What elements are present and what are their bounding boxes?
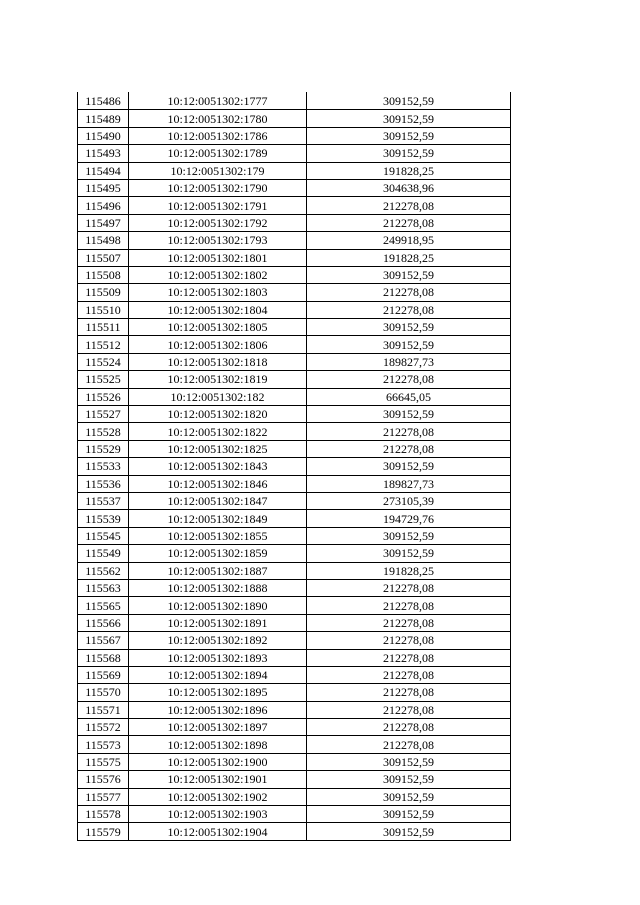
table-row [78, 806, 511, 823]
cadastral-number-cell: 10:12:0051302:1891 [129, 614, 307, 631]
value-cell: 212278,08 [307, 719, 511, 736]
row-id-cell: 115563 [78, 579, 129, 596]
cadastral-number-cell: 10:12:0051302:1819 [129, 371, 307, 388]
row-id-cell: 115539 [78, 510, 129, 527]
table-row [78, 145, 511, 162]
value-cell: 309152,59 [307, 145, 511, 162]
value-cell: 212278,08 [307, 301, 511, 318]
table-row [78, 110, 511, 127]
table-row [78, 701, 511, 718]
row-id-cell: 115527 [78, 406, 129, 423]
cadastral-number-cell: 10:12:0051302:1855 [129, 527, 307, 544]
cadastral-number-cell: 10:12:0051302:1900 [129, 753, 307, 770]
cadastral-number-cell: 10:12:0051302:1902 [129, 788, 307, 805]
cadastral-number-cell: 10:12:0051302:1903 [129, 806, 307, 823]
table-row [78, 562, 511, 579]
table-row [78, 179, 511, 196]
row-id-cell: 115528 [78, 423, 129, 440]
cadastral-number-cell: 10:12:0051302:1888 [129, 579, 307, 596]
value-cell: 212278,08 [307, 666, 511, 683]
cadastral-number-cell: 10:12:0051302:1777 [129, 93, 307, 110]
table-row [78, 301, 511, 318]
cadastral-number-cell: 10:12:0051302:1901 [129, 771, 307, 788]
value-cell: 309152,59 [307, 771, 511, 788]
value-cell: 194729,76 [307, 510, 511, 527]
row-id-cell: 115569 [78, 666, 129, 683]
value-cell: 309152,59 [307, 458, 511, 475]
value-cell: 212278,08 [307, 423, 511, 440]
row-id-cell: 115526 [78, 388, 129, 405]
row-id-cell: 115567 [78, 632, 129, 649]
row-id-cell: 115565 [78, 597, 129, 614]
table-row [78, 771, 511, 788]
cadastral-number-cell: 10:12:0051302:1820 [129, 406, 307, 423]
value-cell: 66645,05 [307, 388, 511, 405]
value-cell: 212278,08 [307, 701, 511, 718]
value-cell: 304638,96 [307, 179, 511, 196]
table-row [78, 249, 511, 266]
table-row [78, 266, 511, 283]
value-cell: 309152,59 [307, 127, 511, 144]
cadastral-number-cell: 10:12:0051302:1898 [129, 736, 307, 753]
value-cell: 212278,08 [307, 440, 511, 457]
cadastral-number-cell: 10:12:0051302:1806 [129, 336, 307, 353]
row-id-cell: 115529 [78, 440, 129, 457]
row-id-cell: 115507 [78, 249, 129, 266]
table-row [78, 579, 511, 596]
cadastral-number-cell: 10:12:0051302:1887 [129, 562, 307, 579]
value-cell: 212278,08 [307, 736, 511, 753]
row-id-cell: 115562 [78, 562, 129, 579]
cadastral-number-cell: 10:12:0051302:182 [129, 388, 307, 405]
row-id-cell: 115549 [78, 545, 129, 562]
value-cell: 309152,59 [307, 93, 511, 110]
value-cell: 309152,59 [307, 806, 511, 823]
cadastral-number-cell: 10:12:0051302:1790 [129, 179, 307, 196]
data-table [77, 92, 511, 841]
value-cell: 309152,59 [307, 110, 511, 127]
cadastral-number-cell: 10:12:0051302:1843 [129, 458, 307, 475]
cadastral-number-cell: 10:12:0051302:1890 [129, 597, 307, 614]
value-cell: 309152,59 [307, 406, 511, 423]
table-row [78, 823, 511, 840]
table-row [78, 423, 511, 440]
table-row [78, 319, 511, 336]
row-id-cell: 115525 [78, 371, 129, 388]
value-cell: 309152,59 [307, 823, 511, 840]
table-row [78, 232, 511, 249]
row-id-cell: 115577 [78, 788, 129, 805]
cadastral-number-cell: 10:12:0051302:1859 [129, 545, 307, 562]
row-id-cell: 115510 [78, 301, 129, 318]
table-row [78, 684, 511, 701]
table-row [78, 632, 511, 649]
row-id-cell: 115496 [78, 197, 129, 214]
table-row [78, 127, 511, 144]
value-cell: 309152,59 [307, 788, 511, 805]
table-row [78, 197, 511, 214]
value-cell: 212278,08 [307, 197, 511, 214]
cadastral-number-cell: 10:12:0051302:1847 [129, 492, 307, 509]
cadastral-number-cell: 10:12:0051302:1805 [129, 319, 307, 336]
row-id-cell: 115490 [78, 127, 129, 144]
cadastral-number-cell: 10:12:0051302:1894 [129, 666, 307, 683]
cadastral-number-cell: 10:12:0051302:1789 [129, 145, 307, 162]
table-row [78, 388, 511, 405]
value-cell: 249918,95 [307, 232, 511, 249]
row-id-cell: 115509 [78, 284, 129, 301]
value-cell: 212278,08 [307, 579, 511, 596]
cadastral-number-cell: 10:12:0051302:1897 [129, 719, 307, 736]
row-id-cell: 115578 [78, 806, 129, 823]
row-id-cell: 115570 [78, 684, 129, 701]
row-id-cell: 115494 [78, 162, 129, 179]
row-id-cell: 115511 [78, 319, 129, 336]
cadastral-number-cell: 10:12:0051302:1786 [129, 127, 307, 144]
table-row [78, 162, 511, 179]
table-row [78, 788, 511, 805]
table-row [78, 545, 511, 562]
table-row [78, 475, 511, 492]
value-cell: 309152,59 [307, 266, 511, 283]
row-id-cell: 115579 [78, 823, 129, 840]
value-cell: 309152,59 [307, 336, 511, 353]
cadastral-number-cell: 10:12:0051302:1895 [129, 684, 307, 701]
row-id-cell: 115576 [78, 771, 129, 788]
table-row [78, 614, 511, 631]
value-cell: 212278,08 [307, 632, 511, 649]
value-cell: 212278,08 [307, 371, 511, 388]
value-cell: 191828,25 [307, 162, 511, 179]
table-row [78, 510, 511, 527]
row-id-cell: 115545 [78, 527, 129, 544]
value-cell: 309152,59 [307, 319, 511, 336]
cadastral-number-cell: 10:12:0051302:1849 [129, 510, 307, 527]
table-row [78, 666, 511, 683]
cadastral-number-cell: 10:12:0051302:1818 [129, 353, 307, 370]
cadastral-number-cell: 10:12:0051302:1896 [129, 701, 307, 718]
table-row [78, 214, 511, 231]
row-id-cell: 115497 [78, 214, 129, 231]
row-id-cell: 115533 [78, 458, 129, 475]
row-id-cell: 115495 [78, 179, 129, 196]
table-row [78, 440, 511, 457]
row-id-cell: 115524 [78, 353, 129, 370]
table-row [78, 406, 511, 423]
value-cell: 309152,59 [307, 545, 511, 562]
row-id-cell: 115573 [78, 736, 129, 753]
row-id-cell: 115566 [78, 614, 129, 631]
table-row [78, 753, 511, 770]
row-id-cell: 115493 [78, 145, 129, 162]
cadastral-number-cell: 10:12:0051302:1803 [129, 284, 307, 301]
cadastral-number-cell: 10:12:0051302:1780 [129, 110, 307, 127]
table-row [78, 649, 511, 666]
value-cell: 212278,08 [307, 684, 511, 701]
table-row [78, 336, 511, 353]
cadastral-number-cell: 10:12:0051302:1846 [129, 475, 307, 492]
row-id-cell: 115537 [78, 492, 129, 509]
cadastral-number-cell: 10:12:0051302:1804 [129, 301, 307, 318]
value-cell: 212278,08 [307, 597, 511, 614]
table-row [78, 284, 511, 301]
cadastral-number-cell: 10:12:0051302:1802 [129, 266, 307, 283]
row-id-cell: 115512 [78, 336, 129, 353]
row-id-cell: 115572 [78, 719, 129, 736]
value-cell: 212278,08 [307, 614, 511, 631]
row-id-cell: 115575 [78, 753, 129, 770]
value-cell: 191828,25 [307, 249, 511, 266]
value-cell: 212278,08 [307, 214, 511, 231]
table-row [78, 458, 511, 475]
value-cell: 273105,39 [307, 492, 511, 509]
value-cell: 309152,59 [307, 753, 511, 770]
value-cell: 212278,08 [307, 284, 511, 301]
table-body [78, 93, 511, 841]
cadastral-number-cell: 10:12:0051302:1904 [129, 823, 307, 840]
table-row [78, 93, 511, 110]
value-cell: 189827,73 [307, 475, 511, 492]
cadastral-number-cell: 10:12:0051302:1801 [129, 249, 307, 266]
cadastral-number-cell: 10:12:0051302:1892 [129, 632, 307, 649]
table-row [78, 492, 511, 509]
value-cell: 191828,25 [307, 562, 511, 579]
value-cell: 212278,08 [307, 649, 511, 666]
table-row [78, 597, 511, 614]
table-row [78, 371, 511, 388]
row-id-cell: 115568 [78, 649, 129, 666]
table-row [78, 736, 511, 753]
cadastral-number-cell: 10:12:0051302:179 [129, 162, 307, 179]
row-id-cell: 115571 [78, 701, 129, 718]
cadastral-number-cell: 10:12:0051302:1793 [129, 232, 307, 249]
cadastral-number-cell: 10:12:0051302:1822 [129, 423, 307, 440]
value-cell: 189827,73 [307, 353, 511, 370]
cadastral-number-cell: 10:12:0051302:1791 [129, 197, 307, 214]
row-id-cell: 115508 [78, 266, 129, 283]
row-id-cell: 115486 [78, 93, 129, 110]
cadastral-number-cell: 10:12:0051302:1792 [129, 214, 307, 231]
row-id-cell: 115536 [78, 475, 129, 492]
cadastral-number-cell: 10:12:0051302:1893 [129, 649, 307, 666]
row-id-cell: 115489 [78, 110, 129, 127]
table-row [78, 527, 511, 544]
value-cell: 309152,59 [307, 527, 511, 544]
table-row [78, 719, 511, 736]
row-id-cell: 115498 [78, 232, 129, 249]
table-row [78, 353, 511, 370]
cadastral-number-cell: 10:12:0051302:1825 [129, 440, 307, 457]
